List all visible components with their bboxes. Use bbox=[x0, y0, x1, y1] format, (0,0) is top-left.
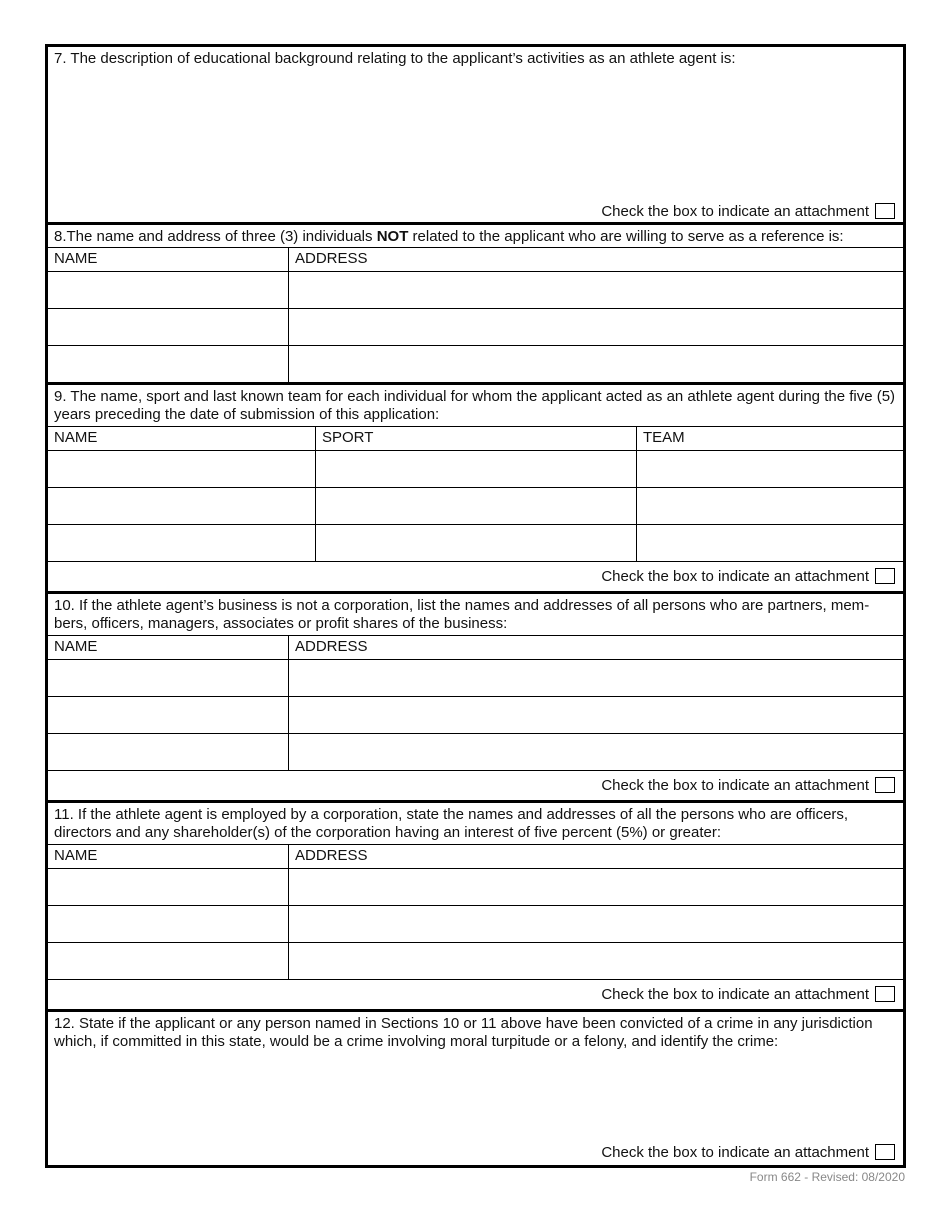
name-field[interactable] bbox=[48, 309, 288, 345]
attachment-label: Check the box to indicate an attachment bbox=[601, 985, 869, 1003]
sport-column-header: SPORT bbox=[315, 427, 636, 450]
name-field[interactable] bbox=[48, 943, 288, 979]
section-12-attachment bbox=[601, 1142, 895, 1162]
section-7-question: 7. The description of educational background relating to the applicant’s activities as an athlete agent is: bbox=[54, 50, 736, 67]
name-field[interactable] bbox=[48, 451, 315, 487]
name-column-header: NAME bbox=[54, 847, 98, 864]
address-field[interactable] bbox=[288, 869, 903, 905]
attachment-label: Check the box to indicate an attachment bbox=[601, 1143, 869, 1161]
section-8-question: 8.The name and address of three (3) individuals NOT related to the applicant who are willing to serve as a reference is: bbox=[54, 228, 844, 245]
section-12-attachment-checkbox[interactable] bbox=[875, 1144, 895, 1160]
section-10-header-row bbox=[48, 635, 903, 659]
sport-field[interactable] bbox=[315, 451, 636, 487]
attachment-label: Check the box to indicate an attachment bbox=[601, 567, 869, 585]
section-11-attachment-row bbox=[48, 979, 903, 1008]
section-9 bbox=[48, 382, 903, 593]
address-column-header: ADDRESS bbox=[288, 636, 903, 659]
table-row bbox=[48, 942, 903, 979]
attachment-label: Check the box to indicate an attachment bbox=[601, 202, 869, 220]
table-row bbox=[48, 905, 903, 942]
section-8-header-row bbox=[48, 247, 903, 271]
table-row bbox=[48, 487, 903, 524]
section-10-attachment bbox=[601, 775, 895, 795]
address-field[interactable] bbox=[288, 309, 903, 345]
section-9-header-row bbox=[48, 426, 903, 450]
section-8 bbox=[48, 222, 903, 384]
section-12-question: 12. State if the applicant or any person named in Sections 10 or 11 above have been convicted of a crime in any jurisdiction which, if committed in this state, would be a crime involving moral turpitude or a felony, and identify the crime: bbox=[54, 1015, 873, 1050]
section-12 bbox=[48, 1009, 903, 1165]
table-row bbox=[48, 868, 903, 905]
section-10-question: 10. If the athlete agent’s business is not a corporation, list the names and addresses of all persons who are partners, members, officers, managers, associates or profit shares of the business: bbox=[54, 597, 870, 632]
name-column-header: NAME bbox=[54, 638, 98, 655]
name-field[interactable] bbox=[48, 906, 288, 942]
name-field[interactable] bbox=[48, 525, 315, 561]
name-field[interactable] bbox=[48, 488, 315, 524]
team-field[interactable] bbox=[636, 451, 903, 487]
section-11-question: 11. If the athlete agent is employed by a corporation, state the names and addresses of all the persons who are officers, directors and any shareholder(s) of the corporation having an interest of five percent (5%) or greater: bbox=[54, 806, 849, 841]
section-10 bbox=[48, 591, 903, 801]
section-11-attachment bbox=[601, 984, 895, 1004]
section-9-attachment-row bbox=[48, 561, 903, 590]
name-field[interactable] bbox=[48, 869, 288, 905]
address-field[interactable] bbox=[288, 906, 903, 942]
section-10-attachment-row bbox=[48, 770, 903, 799]
section-7-attachment-checkbox[interactable] bbox=[875, 203, 895, 219]
section-7-text-area[interactable] bbox=[48, 71, 903, 198]
sport-field[interactable] bbox=[315, 525, 636, 561]
address-field[interactable] bbox=[288, 660, 903, 696]
address-field[interactable] bbox=[288, 697, 903, 733]
attachment-label: Check the box to indicate an attachment bbox=[601, 776, 869, 794]
section-10-attachment-checkbox[interactable] bbox=[875, 777, 895, 793]
section-9-attachment bbox=[601, 566, 895, 586]
table-row bbox=[48, 524, 903, 561]
team-field[interactable] bbox=[636, 525, 903, 561]
table-row bbox=[48, 345, 903, 382]
section-11 bbox=[48, 800, 903, 1011]
section-7 bbox=[48, 47, 903, 224]
form-footer: Form 662 - Revised: 08/2020 bbox=[749, 1170, 905, 1184]
table-row bbox=[48, 271, 903, 308]
section-12-text-area[interactable] bbox=[48, 1056, 903, 1139]
name-field[interactable] bbox=[48, 734, 288, 770]
name-column-header: NAME bbox=[54, 429, 98, 446]
address-column-header: ADDRESS bbox=[288, 248, 903, 271]
table-row bbox=[48, 308, 903, 345]
name-field[interactable] bbox=[48, 272, 288, 308]
section-9-question: 9. The name, sport and last known team for each individual for whom the applicant acted as an athlete agent during the five (5) years preceding the date of submission of this application: bbox=[54, 388, 896, 423]
address-field[interactable] bbox=[288, 346, 903, 382]
section-11-attachment-checkbox[interactable] bbox=[875, 986, 895, 1002]
address-field[interactable] bbox=[288, 272, 903, 308]
section-11-header-row bbox=[48, 844, 903, 868]
address-field[interactable] bbox=[288, 734, 903, 770]
team-column-header: TEAM bbox=[636, 427, 903, 450]
table-row bbox=[48, 450, 903, 487]
section-7-attachment bbox=[601, 201, 895, 221]
sport-field[interactable] bbox=[315, 488, 636, 524]
name-field[interactable] bbox=[48, 660, 288, 696]
table-row bbox=[48, 659, 903, 696]
team-field[interactable] bbox=[636, 488, 903, 524]
address-column-header: ADDRESS bbox=[288, 845, 903, 868]
name-field[interactable] bbox=[48, 346, 288, 382]
section-9-attachment-checkbox[interactable] bbox=[875, 568, 895, 584]
application-form bbox=[45, 44, 906, 1168]
address-field[interactable] bbox=[288, 943, 903, 979]
name-field[interactable] bbox=[48, 697, 288, 733]
name-column-header: NAME bbox=[54, 250, 98, 267]
table-row bbox=[48, 733, 903, 770]
table-row bbox=[48, 696, 903, 733]
